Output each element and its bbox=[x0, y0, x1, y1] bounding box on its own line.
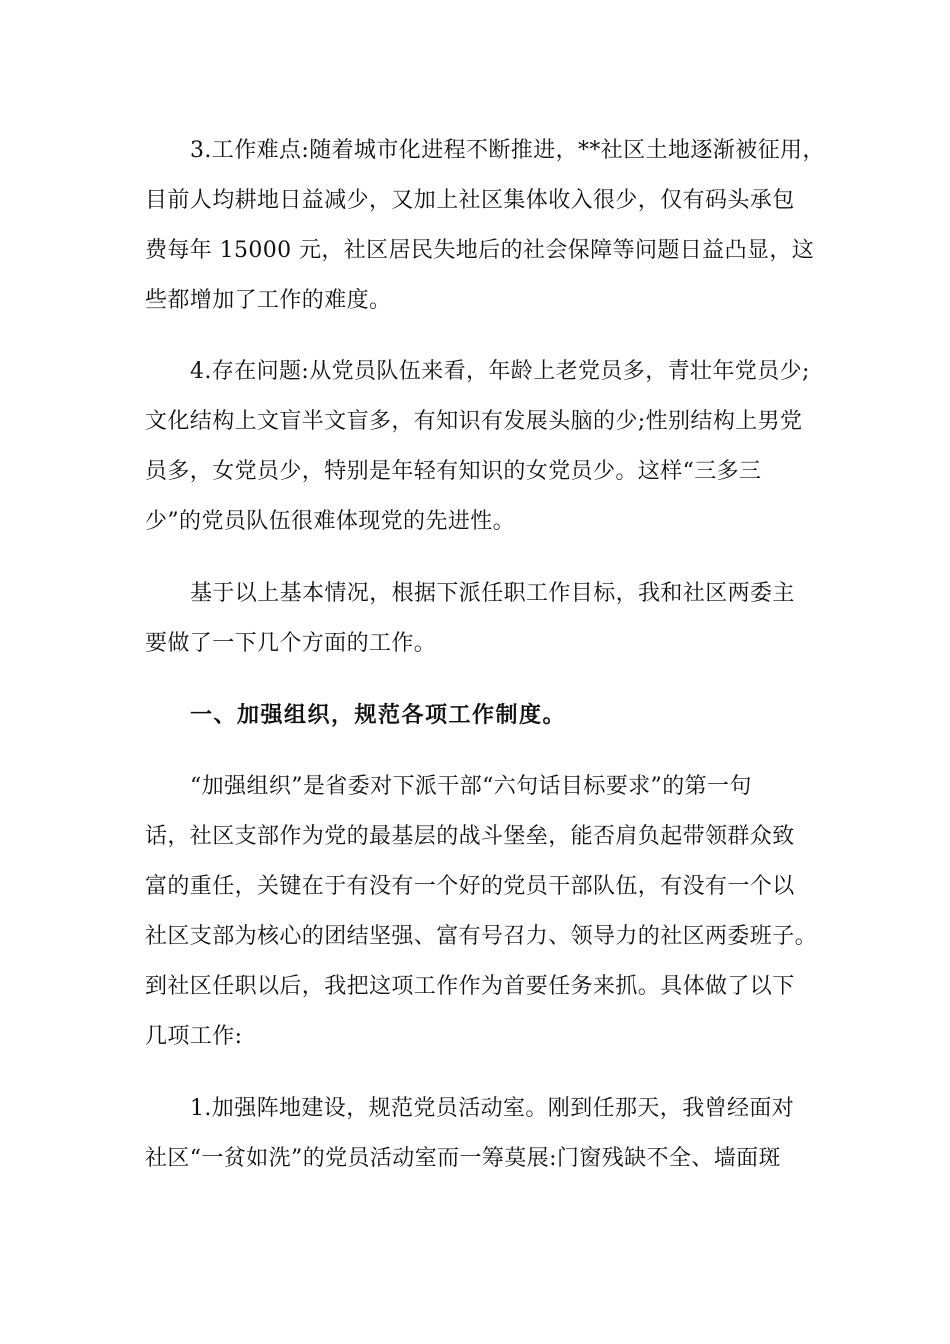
paragraph-4-line-2: 文化结构上文盲半文盲多，有知识有发展头脑的少;性别结构上男党 bbox=[145, 409, 803, 434]
paragraph-3-line-4: 些都增加了工作的难度。 bbox=[145, 288, 392, 313]
item-1-line-2: 社区“一贫如洗”的党员活动室而一筹莫展:门窗残缺不全、墙面斑 bbox=[145, 1146, 781, 1171]
section-paragraph-line-1: “加强组织”是省委对下派干部“六句话目标要求”的第一句 bbox=[190, 774, 752, 799]
section-paragraph-line-4: 社区支部为核心的团结坚强、富有号召力、领导力的社区两委班子。 bbox=[145, 924, 818, 949]
paragraph-4-line-4: 少”的党员队伍很难体现党的先进性。 bbox=[145, 509, 516, 534]
section-paragraph-line-6: 几项工作: bbox=[145, 1024, 243, 1049]
section-paragraph-line-3: 富的重任，关键在于有没有一个好的党员干部队伍，有没有一个以 bbox=[145, 874, 795, 899]
paragraph-3-line-2: 目前人均耕地日益减少，又加上社区集体收入很少，仅有码头承包 bbox=[145, 188, 795, 213]
summary-line-2: 要做了一下几个方面的工作。 bbox=[145, 631, 437, 656]
summary-line-1: 基于以上基本情况，根据下派任职工作目标，我和社区两委主 bbox=[190, 581, 795, 606]
paragraph-4-line-1: 4.存在问题:从党员队伍来看，年龄上老党员多，青壮年党员少; bbox=[190, 359, 810, 384]
paragraph-4-line-3: 员多，女党员少，特别是年轻有知识的女党员少。这样“三多三 bbox=[145, 459, 762, 484]
item-1-line-1: 1.加强阵地建设，规范党员活动室。刚到任那天，我曾经面对 bbox=[190, 1096, 795, 1121]
section-paragraph-line-2: 话，社区支部作为党的最基层的战斗堡垒，能否肩负起带领群众致 bbox=[145, 824, 795, 849]
paragraph-3-line-3: 费每年 15000 元，社区居民失地后的社会保障等问题日益凸显，这 bbox=[145, 238, 815, 263]
section-heading: 一、加强组织，规范各项工作制度。 bbox=[190, 703, 567, 728]
section-paragraph-line-5: 到社区任职以后，我把这项工作作为首要任务来抓。具体做了以下 bbox=[145, 974, 795, 999]
paragraph-3-line-1: 3.工作难点:随着城市化进程不断推进，**社区土地逐渐被征用， bbox=[190, 138, 825, 163]
